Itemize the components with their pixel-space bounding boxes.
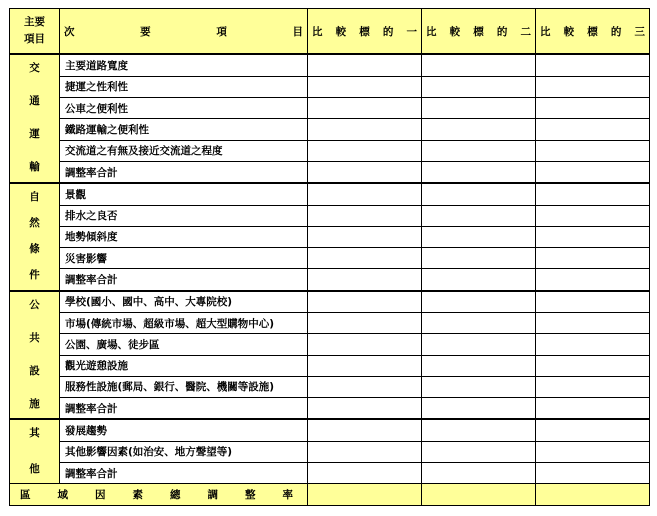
item-label: 調整率合計 [60,269,308,291]
compare-value-cell[interactable] [422,54,536,76]
header-main-item [10,9,60,55]
compare-value-cell[interactable] [536,119,650,140]
compare-value-cell[interactable] [536,54,650,76]
footer-label-char: 率 [282,489,293,502]
compare-value-cell[interactable] [422,376,536,397]
compare-value-cell[interactable] [308,291,422,313]
compare-value-cell[interactable] [422,161,536,183]
item-label: 調整率合計 [60,398,308,420]
compare-value-cell[interactable] [422,398,536,420]
footer-value-cell[interactable] [422,484,536,506]
compare-value-cell[interactable] [308,376,422,397]
category-char: 然 [29,217,40,230]
header-compare-char: 的 [496,25,508,38]
compare-value-cell[interactable] [536,269,650,291]
compare-value-cell[interactable] [422,119,536,140]
item-label: 災害影響 [60,248,308,269]
item-label: 交流道之有無及接近交流道之程度 [60,140,308,161]
category-cell [10,419,60,483]
compare-value-cell[interactable] [536,140,650,161]
compare-value-cell[interactable] [536,161,650,183]
item-label: 鐵路運輸之便利性 [60,119,308,140]
header-compare-char: 的 [382,25,394,38]
item-label: 觀光遊憩設施 [60,355,308,376]
category-cell [10,291,60,420]
category-char: 他 [29,463,40,476]
table-row [10,226,650,247]
compare-value-cell[interactable] [536,419,650,441]
compare-value-cell[interactable] [536,291,650,313]
item-label: 主要道路寬度 [60,54,308,76]
footer-label-char: 域 [57,489,68,502]
compare-value-cell[interactable] [422,140,536,161]
table-row [10,419,650,441]
footer-label-char: 整 [245,489,256,502]
compare-value-cell[interactable] [536,98,650,119]
item-label: 其他影響因素(如治安、地方聲望等) [60,441,308,462]
item-label: 調整率合計 [60,161,308,183]
footer-label-char: 總 [170,489,181,502]
category-cell [10,54,60,183]
compare-value-cell[interactable] [536,312,650,333]
compare-value-cell[interactable] [422,334,536,355]
table-row [10,312,650,333]
compare-value-cell[interactable] [308,355,422,376]
compare-value-cell[interactable] [422,205,536,226]
table-row [10,269,650,291]
category-char: 交 [29,62,40,75]
header-sub-char: 次 [64,25,75,38]
header-compare-char: 一 [406,25,417,38]
compare-value-cell[interactable] [422,98,536,119]
table-row [10,205,650,226]
table-row [10,161,650,183]
category-char: 輸 [29,161,40,174]
item-label: 排水之良否 [60,205,308,226]
table-row [10,119,650,140]
table-row [10,183,650,205]
item-label: 公園、廣場、徒步區 [60,334,308,355]
compare-value-cell[interactable] [308,441,422,462]
compare-value-cell[interactable] [308,140,422,161]
table-row [10,98,650,119]
footer-label-char: 調 [207,489,218,502]
category-char: 條 [29,243,40,256]
compare-value-cell[interactable] [536,248,650,269]
item-label: 發展趨勢 [60,419,308,441]
header-compare-char: 比 [312,25,323,38]
compare-value-cell[interactable] [422,419,536,441]
item-label: 公車之便利性 [60,98,308,119]
header-sub-char: 要 [140,25,151,38]
footer-row [10,484,650,506]
category-cell [10,183,60,290]
header-compare-char: 較 [449,25,461,38]
category-char: 公 [29,298,40,311]
compare-value-cell[interactable] [536,355,650,376]
compare-value-cell[interactable] [308,312,422,333]
compare-value-cell[interactable] [308,161,422,183]
compare-value-cell[interactable] [422,312,536,333]
category-char: 自 [29,191,40,204]
compare-value-cell[interactable] [308,398,422,420]
header-compare-char: 標 [587,25,598,38]
table-row [10,376,650,397]
compare-value-cell[interactable] [536,398,650,420]
category-char: 其 [29,427,40,440]
category-char: 件 [29,269,40,282]
table-row [10,355,650,376]
category-char: 共 [29,331,40,344]
compare-value-cell[interactable] [308,54,422,76]
compare-value-cell[interactable] [422,269,536,291]
header-compare-2 [422,9,536,55]
compare-value-cell[interactable] [422,441,536,462]
compare-value-cell[interactable] [308,98,422,119]
compare-value-cell[interactable] [536,226,650,247]
footer-label-char: 因 [95,489,106,502]
compare-value-cell[interactable] [308,462,422,483]
header-sub-char: 目 [292,25,303,38]
table-row [10,398,650,420]
table-row [10,334,650,355]
table-row [10,441,650,462]
compare-value-cell[interactable] [536,462,650,483]
header-sub-char: 項 [216,25,227,38]
header-compare-char: 比 [426,25,437,38]
compare-value-cell[interactable] [422,248,536,269]
footer-total-label [10,484,308,506]
header-compare-char: 比 [540,25,551,38]
header-compare-3 [536,9,650,55]
header-compare-1 [308,9,422,55]
footer-value-cell[interactable] [308,484,422,506]
compare-value-cell[interactable] [422,462,536,483]
comparison-table [9,8,650,506]
compare-value-cell[interactable] [308,269,422,291]
header-sub-item [60,9,308,55]
item-label: 地勢傾斜度 [60,226,308,247]
compare-value-cell[interactable] [422,183,536,205]
category-char: 通 [29,95,40,108]
footer-label-char: 區 [20,489,31,502]
compare-value-cell[interactable] [308,119,422,140]
table-row [10,54,650,76]
compare-value-cell[interactable] [308,248,422,269]
compare-value-cell[interactable] [422,226,536,247]
item-label: 景觀 [60,183,308,205]
compare-value-cell[interactable] [536,183,650,205]
compare-value-cell[interactable] [422,291,536,313]
compare-value-cell[interactable] [536,205,650,226]
compare-value-cell[interactable] [308,205,422,226]
compare-value-cell[interactable] [308,334,422,355]
compare-value-cell[interactable] [308,419,422,441]
compare-value-cell[interactable] [536,441,650,462]
compare-value-cell[interactable] [308,76,422,97]
item-label: 調整率合計 [60,462,308,483]
category-char: 施 [29,397,40,410]
header-compare-char: 的 [610,25,622,38]
compare-value-cell[interactable] [536,334,650,355]
item-label: 捷運之性利性 [60,76,308,97]
header-compare-char: 較 [563,25,575,38]
header-compare-char: 二 [520,25,531,38]
compare-value-cell[interactable] [536,376,650,397]
item-label: 學校(國小、國中、高中、大專院校) [60,291,308,313]
compare-value-cell[interactable] [308,183,422,205]
header-compare-char: 標 [359,25,370,38]
compare-value-cell[interactable] [536,76,650,97]
compare-value-cell[interactable] [308,226,422,247]
table-row [10,76,650,97]
header-main-line1: 主要 [24,16,45,29]
table-row [10,248,650,269]
header-compare-char: 較 [335,25,347,38]
header-row [10,9,650,55]
footer-label-char: 素 [132,489,143,502]
compare-value-cell[interactable] [422,355,536,376]
table-row [10,462,650,483]
table-row [10,291,650,313]
category-char: 運 [29,128,40,141]
header-compare-char: 標 [473,25,484,38]
footer-value-cell[interactable] [536,484,650,506]
header-main-line2: 項目 [24,33,45,46]
table-row [10,140,650,161]
item-label: 市場(傳統市場、超級市場、超大型購物中心) [60,312,308,333]
category-char: 設 [29,364,40,377]
compare-value-cell[interactable] [422,76,536,97]
item-label: 服務性設施(郵局、銀行、醫院、機關等設施) [60,376,308,397]
header-compare-char: 三 [634,25,645,38]
